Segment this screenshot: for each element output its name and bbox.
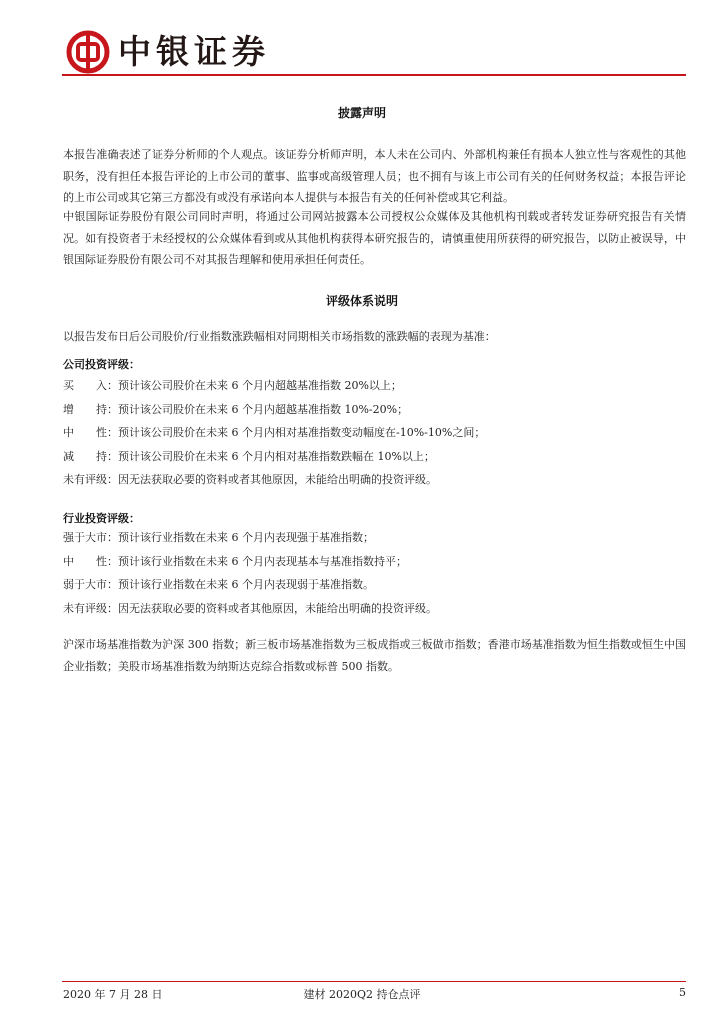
rating-intro: 以报告发布日后公司股价/行业指数涨跌幅相对同期相关市场指数的涨跌幅的表现为基准： <box>63 330 496 343</box>
disclosure-paragraph-1: 本报告准确表述了证券分析师的个人观点。该证券分析师声明，本人未在公司内、外部机构兼任有损本人独立性与客观性的其他职务，没有担任本报告评论的上市公司的董事、监事或高级管理人员；也不拥有与该上市公司有关的任何财务权益；本报告评论的上市公司或其它第三方都没有或没有承诺向本人提供与本报告有关的任何补偿或其它利益。 <box>63 148 686 204</box>
industry-rating-heading: 行业投资评级： <box>63 512 140 525</box>
industry-rating-list <box>63 526 686 620</box>
list-item: 中 性：预计该行业指数在未来 6 个月内表现基本与基准指数持平； <box>63 554 407 568</box>
list-item: 中 性：预计该公司股价在未来 6 个月内相对基准指数变动幅度在-10%-10%之间； <box>63 426 486 439</box>
footer-report-title: 建材 2020Q2 持仓点评 <box>303 988 421 1001</box>
list-item: 增 持：预计该公司股价在未来 6 个月内超越基准指数 10%-20%； <box>63 402 409 416</box>
header-divider <box>62 74 686 76</box>
disclosure-title: 披露声明 <box>337 106 386 120</box>
page-header <box>66 26 686 76</box>
list-item: 强于大市：预计该行业指数在未来 6 个月内表现强于基准指数； <box>63 531 374 544</box>
rating-system-title: 评级体系说明 <box>325 294 398 308</box>
list-item: 减 持：预计该公司股价在未来 6 个月内相对基准指数跌幅在 10%以上； <box>63 449 435 463</box>
disclosure-paragraph-2: 中银国际证券股份有限公司同时声明，将通过公司网站披露本公司授权公众媒体及其他机构刊载或者转发证券研究报告有关情况。如有投资者于未经授权的公众媒体看到或从其他机构获得本研究报告的，请慎重使用所获得的研究报告，以防止被误导，中银国际证券股份有限公司不对其报告理解和使用承担任何责任。 <box>63 210 686 266</box>
company-rating-list <box>63 374 686 492</box>
benchmark-note: 沪深市场基准指数为沪深 300 指数；新三板市场基准指数为三板成指或三板做市指数；香港市场基准指数为恒生指数或恒生中国企业指数；美股市场基准指数为纳斯达克综合指数或标普 500 指数。 <box>63 638 686 673</box>
page-number: 5 <box>679 986 686 999</box>
bank-of-china-logo-icon <box>66 30 110 74</box>
list-item: 未有评级：因无法获取必要的资料或者其他原因，未能给出明确的投资评级。 <box>63 601 437 615</box>
brand-name: 中银证券 <box>118 32 270 71</box>
company-rating-heading: 公司投资评级： <box>63 358 140 371</box>
list-item: 买 入：预计该公司股价在未来 6 个月内超越基准指数 20%以上； <box>63 379 402 392</box>
list-item: 弱于大市：预计该行业指数在未来 6 个月内表现弱于基准指数。 <box>63 578 374 591</box>
list-item: 未有评级：因无法获取必要的资料或者其他原因，未能给出明确的投资评级。 <box>63 473 437 486</box>
footer-divider <box>62 981 686 982</box>
footer-date: 2020 年 7 月 28 日 <box>63 988 163 1001</box>
